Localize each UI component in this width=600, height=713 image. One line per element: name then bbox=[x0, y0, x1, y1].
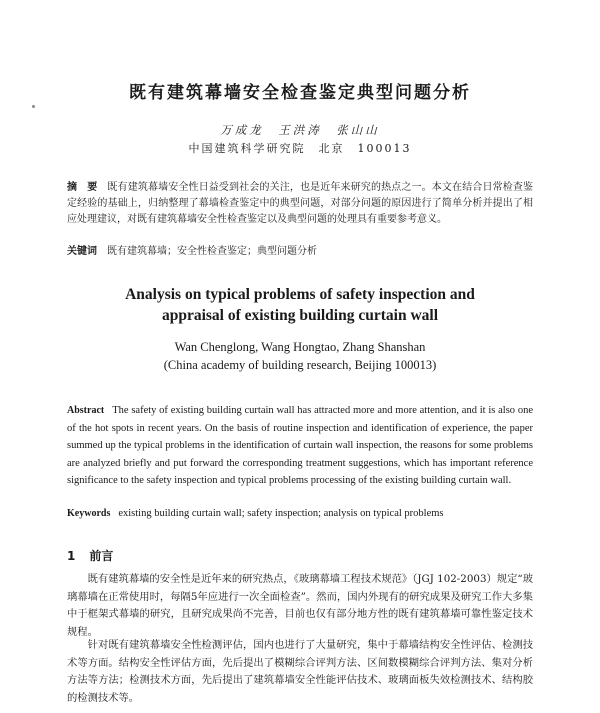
chinese-abstract-text: 既有建筑幕墙安全性日益受到社会的关注，也是近年来研究的热点之一。本文在结合日常检查鉴定经验的基础上，归纳整理了幕墙检查鉴定中的典型问题，对部分问题的原因进行了简单分析并提出了相应处理建议，对既有建筑幕墙安全性检查鉴定以及典型问题的处理具有重要参考意义。 bbox=[67, 182, 534, 225]
body-paragraph-1: 既有建筑幕墙的安全性是近年来的研究热点，《玻璃幕墙工程技术规范》（JGJ 102-2003）规定“玻璃幕墙在正常使用时，每隔5年应进行一次全面检查”。然而，国内外现有的研究成果及研究工作大多集中于框架式幕墙的研究，且研究成果尚不完善，目前也仅有部分地方性的既有建筑幕墙可靠性鉴定技术规程。 bbox=[67, 573, 533, 638]
chinese-keywords-text: 既有建筑幕墙；安全性检查鉴定；典型问题分析 bbox=[107, 246, 317, 257]
english-abstract-text: The safety of existing building curtain wall has attracted more and more attention, and it is also one of the hot spots in recent years. On the basis of routine inspection and identification of experience, the paper summed up the typical problems in the identification of curtain wall inspection, the reasons for some problems are analyzed briefly and put forward the corresponding treatment suggestions, which has important reference significance to the safety inspection and typical problems processing of the existing building curtain wall. bbox=[67, 405, 533, 486]
chinese-title: 既有建筑幕墙安全检查鉴定典型问题分析 bbox=[129, 83, 471, 103]
chinese-abstract-label: 摘 要 bbox=[67, 182, 98, 193]
chinese-keywords bbox=[67, 244, 533, 260]
english-title-line1: Analysis on typical problems of safety inspection and bbox=[125, 286, 475, 303]
english-keywords-text: existing building curtain wall; safety inspection; analysis on typical problems bbox=[118, 508, 444, 519]
english-affiliation: (China academy of building research, Beijing 100013) bbox=[163, 358, 437, 372]
english-keywords bbox=[67, 505, 533, 522]
section-number: 1 bbox=[67, 549, 76, 563]
english-abstract bbox=[67, 402, 533, 490]
english-abstract-label: Abstract bbox=[67, 405, 105, 416]
english-title-line2: appraisal of existing building curtain wall bbox=[161, 307, 439, 324]
section-title: 前言 bbox=[89, 549, 114, 563]
english-authors: Wan Chenglong, Wang Hongtao, Zhang Shanshan bbox=[174, 340, 426, 354]
chinese-abstract bbox=[67, 180, 533, 228]
chinese-affiliation: 中国建筑科学研究院 北京 100013 bbox=[188, 142, 412, 155]
body-paragraph-2: 针对既有建筑幕墙安全性检测评估，国内也进行了大量研究，集中于幕墙结构安全性评估、检测技术等方面。结构安全性评估方面，先后提出了模糊综合评判方法、区间数模糊综合评判方法、集对分析方法等方法；检测技术方面，先后提出了建筑幕墙安全性能评估技术、玻璃面板失效检测技术、结构胶的检测技术等。 bbox=[67, 639, 533, 704]
english-keywords-label: Keywords bbox=[67, 508, 111, 519]
chinese-authors: 万成龙 王洪涛 张山山 bbox=[220, 123, 380, 137]
margin-mark bbox=[32, 105, 35, 108]
section-heading bbox=[67, 547, 113, 564]
chinese-keywords-label: 关键词 bbox=[67, 246, 97, 257]
